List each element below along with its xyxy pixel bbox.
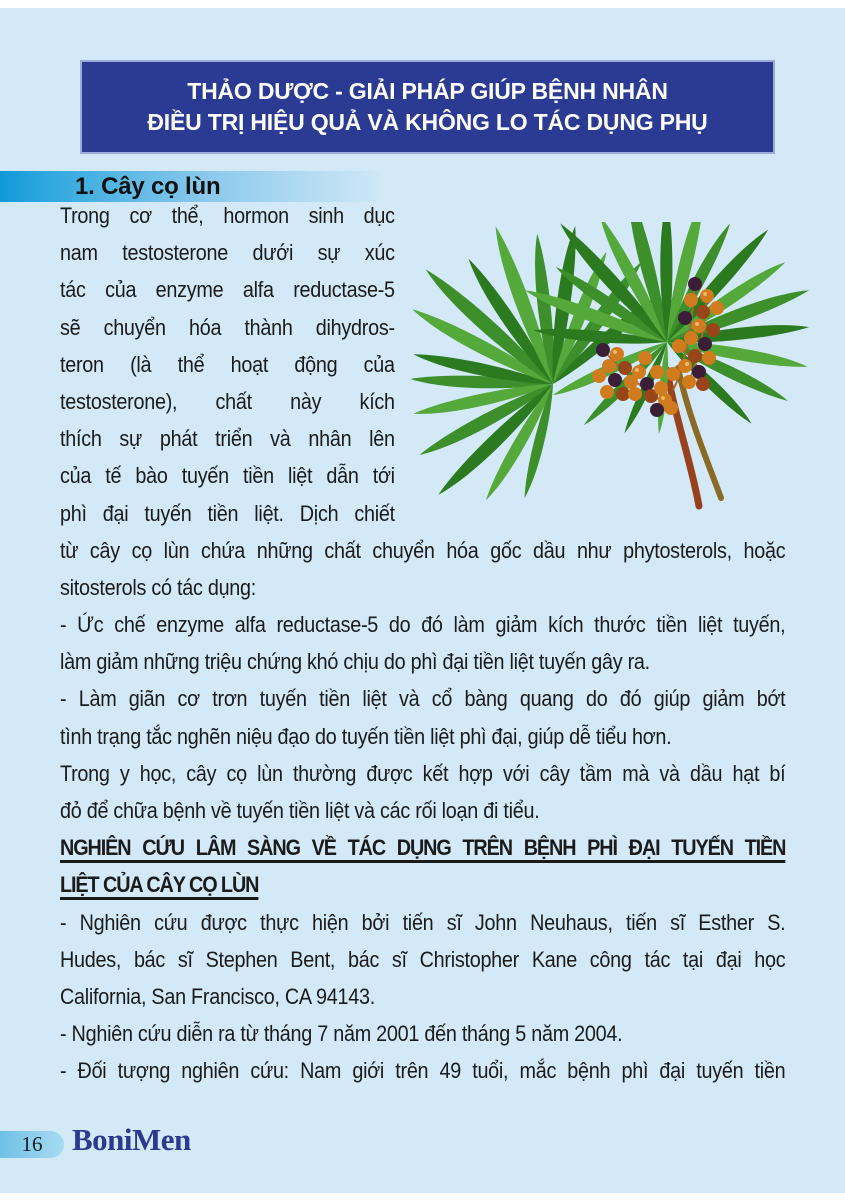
body-line: từ cây cọ lùn chứa những chất chuyển hóa gốc dầu như phytosterols, hoặc bbox=[60, 537, 786, 563]
body-line: - Làm giãn cơ trơn tuyến tiền liệt và cổ bàng quang do đó giúp giảm bớt bbox=[60, 686, 786, 712]
body-line: thích sự phát triển và nhân lên bbox=[60, 426, 395, 452]
study-heading-line: NGHIÊN CỨU LÂM SÀNG VỀ TÁC DỤNG TRÊN BỆNH PHÌ ĐẠI TUYẾN TIỀN bbox=[60, 835, 786, 861]
body-line: nam testosterone dưới sự xúc bbox=[60, 240, 395, 266]
body-line: - Đối tượng nghiên cứu: Nam giới trên 49 tuổi, mắc bệnh phì đại tuyến tiền bbox=[60, 1058, 786, 1084]
section-heading: 1. Cây cọ lùn bbox=[75, 172, 221, 200]
page-number: 16 bbox=[21, 1132, 43, 1156]
body-line: Trong y học, cây cọ lùn thường được kết hợp với cây tầm mà và dầu hạt bí bbox=[60, 760, 786, 786]
body-line: California, San Francisco, CA 94143. bbox=[60, 983, 375, 1009]
body-line: của tế bào tuyến tiền liệt dẫn tới bbox=[60, 463, 395, 489]
body-line: testosterone), chất này kích bbox=[60, 388, 395, 414]
brand-logo: BoniMen bbox=[72, 1122, 191, 1157]
title-line-1: THẢO DƯỢC - GIẢI PHÁP GIÚP BỆNH NHÂN bbox=[187, 78, 668, 104]
saw-palmetto-illustration bbox=[395, 222, 815, 527]
body-line: sitosterols có tác dụng: bbox=[60, 574, 257, 600]
body-line: tác của enzyme alfa reductase-5 bbox=[60, 277, 395, 303]
body-line: làm giảm những triệu chứng khó chịu do phì đại tiền liệt tuyến gây ra. bbox=[60, 649, 650, 675]
body-line: - Ức chế enzyme alfa reductase-5 do đó làm giảm kích thước tiền liệt tuyến, bbox=[60, 612, 786, 638]
body-line: đỏ để chữa bệnh về tuyến tiền liệt và các rối loạn đi tiểu. bbox=[60, 798, 540, 823]
body-line: tình trạng tắc nghẽn niệu đạo do tuyến tiền liệt phì đại, giúp dễ tiểu hơn. bbox=[60, 723, 672, 749]
body-line: sẽ chuyển hóa thành dihydros- bbox=[60, 314, 395, 340]
body-line: phì đại tuyến tiền liệt. Dịch chiết bbox=[60, 500, 395, 526]
body-line: Hudes, bác sĩ Stephen Bent, bác sĩ Christopher Kane công tác tại đại học bbox=[60, 946, 786, 972]
page-number-pill bbox=[0, 1131, 64, 1158]
body-line: - Nghiên cứu được thực hiện bởi tiến sĩ John Neuhaus, tiến sĩ Esther S. bbox=[60, 909, 786, 935]
title-banner bbox=[80, 60, 775, 154]
title-line-2: ĐIỀU TRỊ HIỆU QUẢ VÀ KHÔNG LO TÁC DỤNG PHỤ bbox=[147, 109, 708, 135]
body-line: - Nghiên cứu diễn ra từ tháng 7 năm 2001 đến tháng 5 năm 2004. bbox=[60, 1021, 623, 1047]
body-line: teron (là thể hoạt động của bbox=[60, 351, 395, 377]
study-heading-line: LIỆT CỦA CÂY CỌ LÙN bbox=[60, 872, 259, 898]
body-line: Trong cơ thể, hormon sinh dục bbox=[60, 203, 395, 228]
